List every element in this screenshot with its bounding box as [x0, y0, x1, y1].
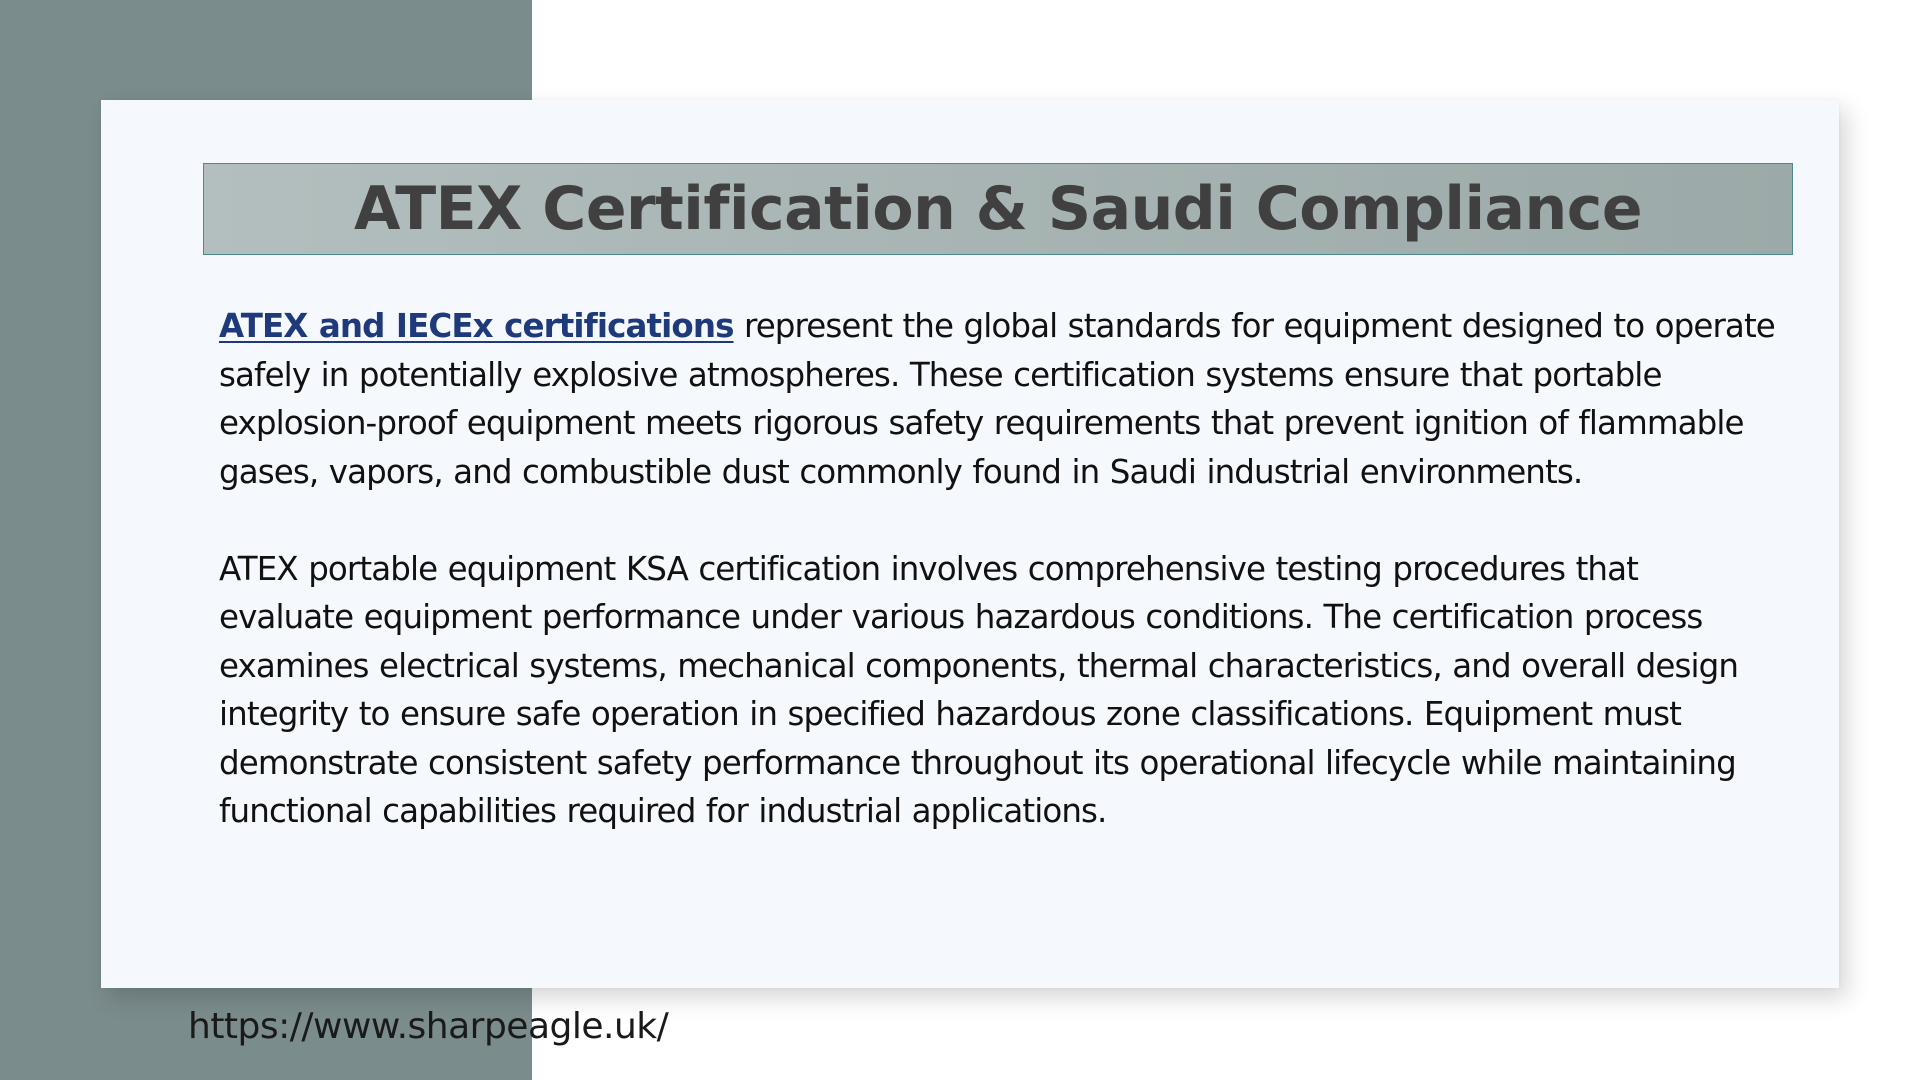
content-card — [101, 100, 1839, 988]
body-text — [219, 302, 1779, 836]
paragraph-1 — [219, 302, 1779, 496]
atex-iecex-link[interactable]: ATEX and IECEx certifications — [219, 307, 734, 345]
slide-title: ATEX Certification & Saudi Compliance — [353, 174, 1643, 244]
paragraph-1-text: represent the global standards for equipment designed to operate safely in potentially explosive atmospheres. These certification systems ensure that portable explosion-proof equipment meets rigorous safety requirements that prevent ignition of flammable gases, vapors, and combustible dust commonly found in Saudi industrial environments. — [219, 307, 1775, 491]
footer-url: https://www.sharpeagle.uk/ — [188, 1006, 669, 1047]
paragraph-2: ATEX portable equipment KSA certification involves comprehensive testing procedures that evaluate equipment performance under various hazardous conditions. The certification process examines electrical systems, mechanical components, thermal characteristics, and overall design integrity to ensure safe operation in specified hazardous zone classifications. Equipment must demonstrate consistent safety performance throughout its operational lifecycle while maintaining functional capabilities required for industrial applications. — [219, 549, 1739, 830]
title-bar — [203, 163, 1793, 255]
